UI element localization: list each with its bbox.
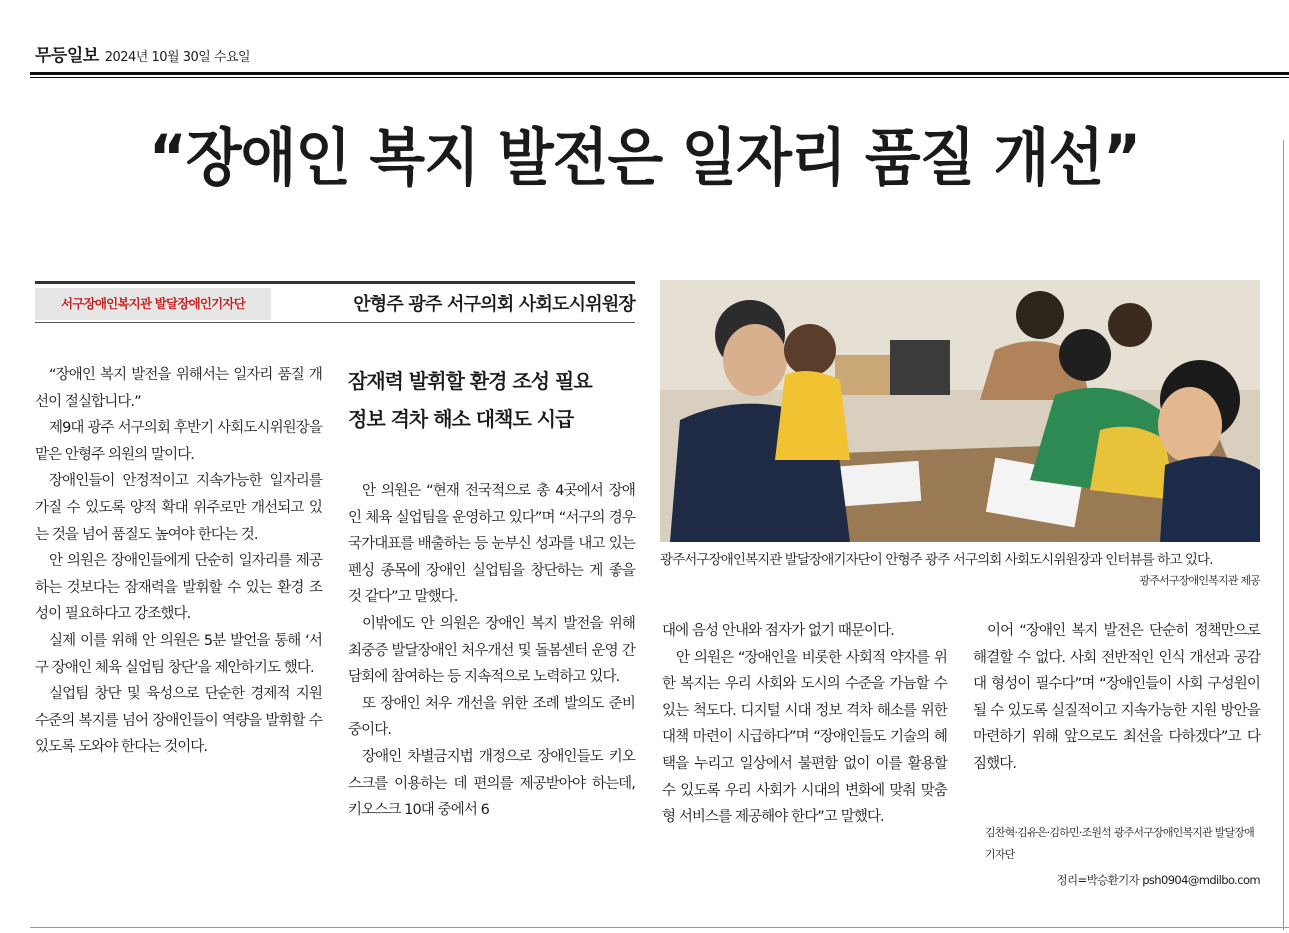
photo-credit: 광주서구장애인복지관 제공 xyxy=(1139,574,1260,587)
interviewee-title: 안형주 광주 서구의회 사회도시위원장 xyxy=(353,294,635,315)
masthead xyxy=(35,41,250,66)
section-rule-bottom xyxy=(35,322,635,323)
paragraph: 또 장애인 처우 개선을 위한 조례 발의도 준비 중이다. xyxy=(348,695,635,739)
paragraph: 장애인들이 안정적이고 지속가능한 일자리를 가질 수 있도록 양적 확대 위주로만 개선되고 있는 것을 넘어 품질도 높여야 한다는 것. xyxy=(35,473,322,543)
paragraph: 안 의원은 “장애인을 비롯한 사회적 약자를 위한 복지는 우리 사회와 도시의 수준을 가늠할 수 있는 척도다. 디지털 시대 정보 격차 해소를 위한 대책 마련이 시급하다”며 “장애인들도 기술의 혜택을 누리고 일상에서 불편함 없이 이를 활용할 수 있도록 우리 사회가 시대의 변화에 맞춰 맞춤형 서비스를 제공해야 한다”고 말했다. xyxy=(662,649,947,826)
reporter-names: 김찬혁·김유은·김하민·조원석 광주서구장애인복지관 발달장애 기자단 xyxy=(985,826,1254,861)
paragraph: “장애인 복지 발전을 위해서는 일자리 품질 개선이 절실합니다.” xyxy=(35,367,322,410)
page-bottom-rule xyxy=(30,927,1289,928)
paragraph: 장애인 차별금지법 개정으로 장애인들도 키오스크를 이용하는 데 편의를 제공받아야 하는데, 키오스크 10대 중에서 6 xyxy=(348,748,635,819)
section-tag: 서구장애인복지관 발달장애인기자단 xyxy=(35,288,271,320)
body-column-2 xyxy=(348,478,635,824)
photo-caption: 광주서구장애인복지관 발달장애기자단이 안형주 광주 서구의회 사회도시위원장과 인터뷰를 하고 있다. xyxy=(660,552,1213,568)
subheading: 잠재력 발휘할 환경 조성 필요 xyxy=(348,369,592,393)
paragraph: 이어 “장애인 복지 발전은 단순히 정책만으로 해결할 수 없다. 사회 전반적인 인식 개선과 공감대 형성이 필수다”며 “장애인들이 사회 구성원이 될 수 있도록 실질적이고 지속가능한 지원 방안을 마련하기 위해 앞으로도 최선을 다하겠다”고 다짐했다. xyxy=(973,623,1260,772)
body-column-3 xyxy=(662,618,947,831)
subheadings xyxy=(348,362,638,438)
paragraph: 제9대 광주 서구의회 후반기 사회도시위원장을 맡은 안형주 의원의 말이다. xyxy=(35,420,322,463)
paragraph: 실업팀 창단 및 육성으로 단순한 경제적 지원 수준의 복지를 넘어 장애인들이 역량을 발휘할 수 있도록 도와야 한다는 것이다. xyxy=(35,686,322,756)
paragraph: 안 의원은 장애인들에게 단순히 일자리를 제공하는 것보다는 잠재력을 발휘할 수 있는 환경 조성이 필요하다고 강조했다. xyxy=(35,553,322,623)
paragraph: 안 의원은 “현재 전국적으로 총 4곳에서 장애인 체육 실업팀을 운영하고 있다”며 “서구의 경우 국가대표를 배출하는 등 눈부신 성과를 내고 있는 펜싱 종목에 장애인 실업팀을 창단하는 게 좋을 것 같다”고 말했다. xyxy=(348,483,635,606)
section-rule xyxy=(35,281,635,284)
column-divider xyxy=(1283,140,1284,930)
paragraph: 이밖에도 안 의원은 장애인 복지 발전을 위해 최중증 발달장애인 처우개선 및 돌봄센터 운영 간담회에 참여하는 등 지속적으로 노력하고 있다. xyxy=(348,615,635,686)
interview-photo xyxy=(660,280,1260,542)
editor-byline: 정리=박승환기자 psh0904@mdilbo.com xyxy=(1056,873,1260,887)
photo-illustration xyxy=(660,280,1260,542)
issue-date: 2024년 10월 30일 수요일 xyxy=(104,50,251,65)
paragraph: 대에 음성 안내와 점자가 없기 때문이다. xyxy=(662,623,894,639)
paper-name: 무등일보 xyxy=(35,46,99,66)
subheading: 정보 격차 해소 대책도 시급 xyxy=(348,407,574,431)
body-column-4 xyxy=(973,618,1260,778)
headline: “장애인 복지 발전은 일자리 품질 개선” xyxy=(148,121,1141,194)
paragraph: 실제 이를 위해 안 의원은 5분 발언을 통해 ‘서구 장애인 체육 실업팀 창단’을 제안하기도 했다. xyxy=(35,632,322,676)
masthead-rule-thin xyxy=(30,77,1289,78)
body-column-1 xyxy=(35,362,322,761)
masthead-rule xyxy=(30,72,1289,75)
